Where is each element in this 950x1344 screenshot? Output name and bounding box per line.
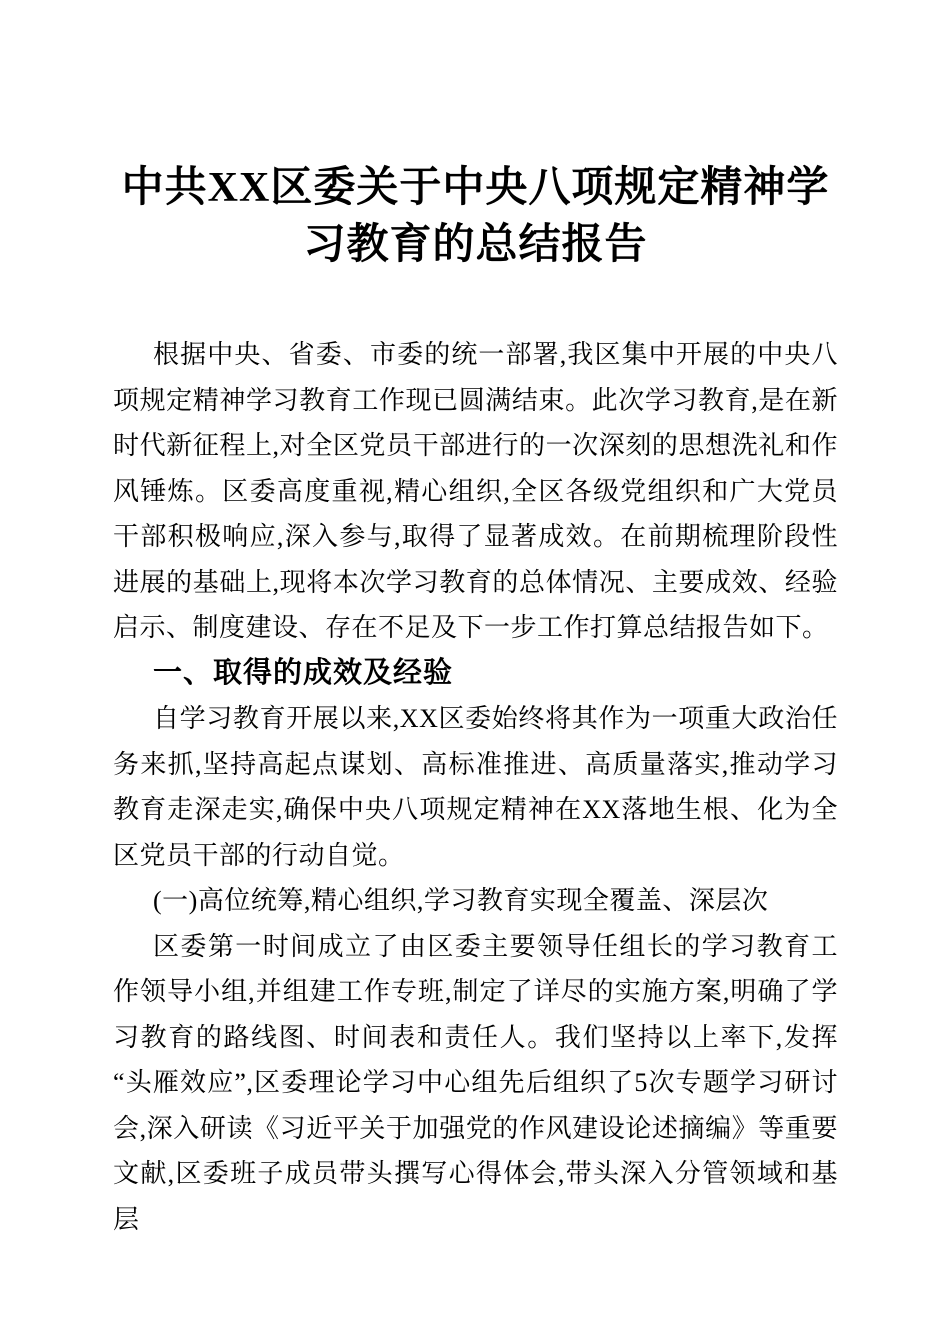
section-1-1-heading: (一)高位统筹,精心组织,学习教育实现全覆盖、深层次 [153, 886, 769, 915]
section-1-1-paragraph: 区委第一时间成立了由区委主要领导任组长的学习教育工作领导小组,并组建工作专班,制定了详尽的实施方案,明确了学习教育的路线图、时间表和责任人。我们坚持以上率下,发挥“头雁效应”,区委理论学习中心组先后组织了5次专题学习研讨会,深入研读《习近平关于加强党的作风建设论述摘编》等重要文献,区委班子成员带头撰写心得体会,带头深入分管领域和基层 [113, 931, 838, 1234]
section-1-lead-paragraph: 自学习教育开展以来,XX区委始终将其作为一项重大政治任务来抓,坚持高起点谋划、高标准推进、高质量落实,推动学习教育走深走实,确保中央八项规定精神在XX落地生根、化为全区党员干部的行动自觉。 [113, 704, 838, 870]
section-1-heading: 一、取得的成效及经验 [153, 656, 454, 689]
document-title: 中共XX区委关于中央八项规定精神学习教育的总结报告 [121, 165, 830, 268]
intro-paragraph: 根据中央、省委、市委的统一部署,我区集中开展的中央八项规定精神学习教育工作现已圆满结束。此次学习教育,是在新时代新征程上,对全区党员干部进行的一次深刻的思想洗礼和作风锤炼。区委高度重视,精心组织,全区各级党组织和广大党员干部积极响应,深入参与,取得了显著成效。在前期梳理阶段性进展的基础上,现将本次学习教育的总体情况、主要成效、经验启示、制度建设、存在不足及下一步工作打算总结报告如下。 [113, 340, 838, 642]
